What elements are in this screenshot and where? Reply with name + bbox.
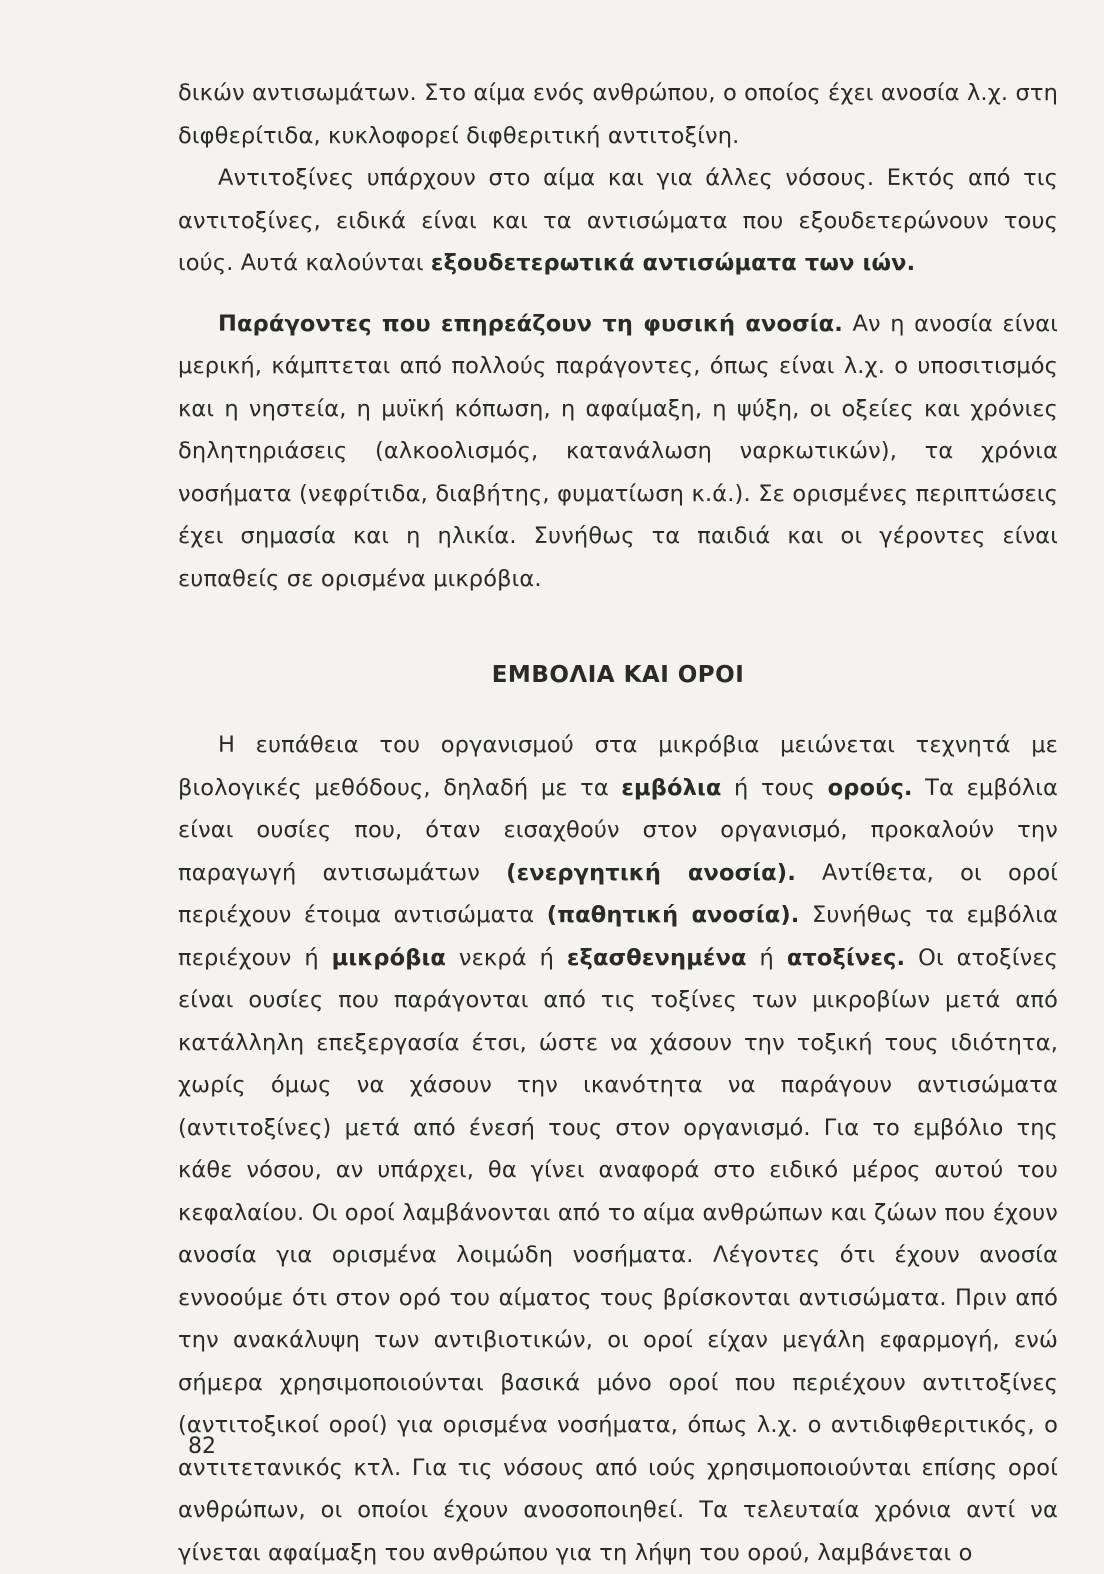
paragraph-4-text-5: Συνήθως τα εμβόλια περιέχουν ή	[178, 902, 1058, 971]
page-number: 82	[188, 1434, 216, 1459]
paragraph-3-subheading: Παράγοντες που επηρεάζουν τη φυσική ανοσία.	[218, 310, 843, 337]
term-passive-immunity: (παθητική ανοσία).	[546, 902, 800, 928]
paragraph-2-bold-term: εξουδετερωτικά αντισώματα των ιών.	[430, 250, 916, 276]
paragraph-4-text-4: Αντίθετα, οι οροί περιέχουν έτοιμα αντισώματα	[178, 859, 1059, 928]
term-attenuated: εξασθενημένα	[566, 944, 747, 971]
page-content	[178, 72, 1058, 1574]
paragraph-2-text: Αντιτοξίνες υπάρχουν στο αίμα και για άλλες νόσους. Εκτός από τις αντιτοξίνες, ειδικά είναι και τα αντισώματα που εξουδετερώνουν τους ιούς. Αυτά καλούνται	[178, 165, 1058, 276]
paragraph-4-text-7: ή	[746, 944, 787, 971]
paragraph-4-text-6: νεκρά ή	[446, 944, 567, 971]
paragraph-4-text-8: Οι ατοξίνες είναι ουσίες που παράγονται από τις τοξίνες των μικροβίων μετά από κατάλληλη επεξεργασία έτσι, ώστε να χάσουν την τοξική τους ιδιότητα, χωρίς όμως να χάσουν την ικανότητα να παράγουν αντισώματα (αντιτοξίνες) μετά από ένεσή τους στον οργανισμό. Για το εμβόλιο της κάθε νόσου, αν υπάρχει, θα γίνει αναφορά στο ειδικό μέρος αυτού του κεφαλαίου. Οι οροί λαμβάνονται από το αίμα ανθρώπων και ζώων που έχουν ανοσία για ορισμένα λοιμώδη νοσήματα. Λέγοντες ότι έχουν ανοσία εννοούμε ότι στον ορό του αίματος τους βρίσκονται αντισώματα. Πριν από την ανακάλυψη των αντιβιοτικών, οι οροί είχαν μεγάλη εφαρμογή, ενώ σήμερα χρησιμοποιούνται βασικά μόνο οροί που περιέχουν αντιτοξίνες (αντιτοξικοί οροί) για ορισμένα νοσήματα, όπως λ.χ. ο αντιδιφθεριτικός, ο αντιτετανικός κτλ. Για τις νόσους από ιούς χρησιμοποιούνται επίσης οροί ανθρώπων, οι οποίοι έχουν ανοσοποιηθεί. Τα τελευταία χρόνια αντί να γίνεται αφαίμαξη του ανθρώπου για τη λήψη του ορού, λαμβάνεται ο	[178, 944, 1059, 1566]
paragraph-2	[178, 157, 1058, 285]
paragraph-4	[178, 724, 1058, 1574]
paragraph-4-text-2: ή τους	[721, 774, 828, 801]
paragraph-3	[178, 303, 1058, 601]
paragraph-4-text-3: Τα εμβόλια είναι ουσίες που, όταν εισαχθούν στον οργανισμό, προκαλούν την παραγωγή αντισωμάτων	[178, 774, 1058, 886]
paragraph-3-text: Αν η ανοσία είναι μερική, κάμπτεται από πολλούς παράγοντες, όπως είναι λ.χ. ο υποσιτισμός και η νηστεία, η μυϊκή κόπωση, η αφαίμαξη, η ψύξη, οι οξείες και χρόνιες δηλητηριάσεις (αλκοολισμός, κατανάλωση ναρκωτικών), τα χρόνια νοσήματα (νεφρίτιδα, διαβήτης, φυματίωση κ.ά.). Σε ορισμένες περιπτώσεις έχει σημασία και η ηλικία. Συνήθως τα παιδιά και οι γέροντες είναι ευπαθείς σε ορισμένα μικρόβια.	[178, 310, 1058, 592]
term-active-immunity: (ενεργητική ανοσία).	[506, 859, 796, 886]
term-toxoids: ατοξίνες.	[786, 944, 906, 971]
term-vaccines: εμβόλια	[621, 774, 722, 801]
paragraph-4-text-1: Η ευπάθεια του οργανισμού στα μικρόβια μειώνεται τεχνητά με βιολογικές μεθόδους, δηλαδή με τα	[178, 732, 1058, 801]
paragraph-1	[178, 72, 1058, 157]
section-heading: ΕΜΒΟΛΙΑ ΚΑΙ ΟΡΟΙ	[491, 662, 745, 688]
term-microbes: μικρόβια	[331, 944, 447, 971]
paragraph-1-text: δικών αντισωμάτων. Στο αίμα ενός ανθρώπου, ο οποίος έχει ανοσία λ.χ. στη διφθερίτιδα, κυκλοφορεί διφθεριτική αντιτοξίνη.	[178, 80, 1058, 149]
term-serums: ορούς.	[827, 774, 913, 801]
